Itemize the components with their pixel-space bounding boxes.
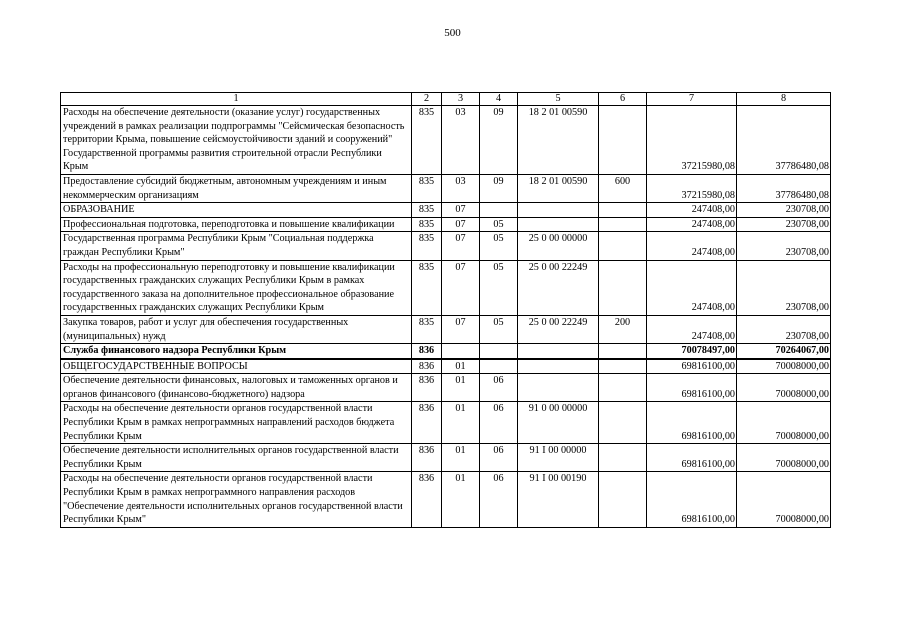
- row-amount-year2: 230708,00: [737, 232, 831, 260]
- row-admin-code: 835: [412, 217, 442, 232]
- row-expense-type-code: [599, 444, 647, 472]
- row-admin-code: 835: [412, 315, 442, 343]
- table-row: [61, 444, 831, 472]
- row-expense-type-code: [599, 232, 647, 260]
- column-header: 5: [518, 93, 599, 106]
- row-name: Служба финансового надзора Республики Крым: [61, 344, 412, 359]
- row-amount-year1: 37215980,08: [647, 174, 737, 202]
- row-amount-year1: 69816100,00: [647, 444, 737, 472]
- row-amount-year1: 69816100,00: [647, 359, 737, 374]
- row-section-code: 07: [442, 217, 480, 232]
- row-subsection-code: 09: [480, 174, 518, 202]
- row-amount-year2: 230708,00: [737, 315, 831, 343]
- row-subsection-code: 06: [480, 472, 518, 527]
- row-section-code: 07: [442, 203, 480, 218]
- row-target-code: [518, 217, 599, 232]
- row-admin-code: 836: [412, 359, 442, 374]
- row-section-code: 01: [442, 472, 480, 527]
- budget-table: [60, 92, 831, 528]
- row-admin-code: 836: [412, 472, 442, 527]
- row-expense-type-code: [599, 344, 647, 359]
- row-section-code: 07: [442, 315, 480, 343]
- row-name: Закупка товаров, работ и услуг для обеспечения государственных (муниципальных) нужд: [61, 315, 412, 343]
- table-header-row: [61, 93, 831, 106]
- row-expense-type-code: [599, 217, 647, 232]
- row-admin-code: 835: [412, 203, 442, 218]
- table-row: [61, 402, 831, 444]
- row-amount-year2: 37786480,08: [737, 174, 831, 202]
- row-target-code: 18 2 01 00590: [518, 106, 599, 175]
- row-amount-year1: 70078497,00: [647, 344, 737, 359]
- row-subsection-code: 06: [480, 374, 518, 402]
- column-header: 4: [480, 93, 518, 106]
- row-name: Профессиональная подготовка, переподготовка и повышение квалификации: [61, 217, 412, 232]
- table-row: [61, 472, 831, 527]
- row-name: Расходы на профессиональную переподготовку и повышение квалификации государственных гражданских служащих Республики Крым в рамках государственного заказа на дополнительное профессиональное образование государственных гражданских служащих Республики Крым: [61, 260, 412, 315]
- row-subsection-code: [480, 359, 518, 374]
- row-target-code: [518, 374, 599, 402]
- column-header: 6: [599, 93, 647, 106]
- row-target-code: [518, 203, 599, 218]
- row-amount-year2: 70264067,00: [737, 344, 831, 359]
- row-subsection-code: 05: [480, 260, 518, 315]
- row-expense-type-code: [599, 106, 647, 175]
- table-row: [61, 203, 831, 218]
- row-amount-year2: 230708,00: [737, 260, 831, 315]
- row-subsection-code: 06: [480, 444, 518, 472]
- row-admin-code: 836: [412, 374, 442, 402]
- row-target-code: 25 0 00 22249: [518, 260, 599, 315]
- row-subsection-code: 06: [480, 402, 518, 444]
- row-amount-year1: 69816100,00: [647, 472, 737, 527]
- column-header: 2: [412, 93, 442, 106]
- row-admin-code: 836: [412, 402, 442, 444]
- row-target-code: 18 2 01 00590: [518, 174, 599, 202]
- row-section-code: 01: [442, 359, 480, 374]
- row-section-code: [442, 344, 480, 359]
- row-amount-year1: 247408,00: [647, 232, 737, 260]
- row-name: Обеспечение деятельности финансовых, налоговых и таможенных органов и органов финансового (финансово-бюджетного) надзора: [61, 374, 412, 402]
- row-admin-code: 835: [412, 232, 442, 260]
- row-subsection-code: 05: [480, 315, 518, 343]
- row-name: Государственная программа Республики Крым "Социальная поддержка граждан Республики Крым": [61, 232, 412, 260]
- row-amount-year1: 37215980,08: [647, 106, 737, 175]
- row-amount-year1: 69816100,00: [647, 374, 737, 402]
- row-expense-type-code: [599, 260, 647, 315]
- row-subsection-code: 05: [480, 232, 518, 260]
- row-expense-type-code: 600: [599, 174, 647, 202]
- row-amount-year2: 70008000,00: [737, 359, 831, 374]
- row-amount-year1: 247408,00: [647, 217, 737, 232]
- table-row: [61, 106, 831, 175]
- row-amount-year2: 70008000,00: [737, 444, 831, 472]
- row-subsection-code: [480, 344, 518, 359]
- column-header: 3: [442, 93, 480, 106]
- row-admin-code: 835: [412, 174, 442, 202]
- row-amount-year1: 247408,00: [647, 203, 737, 218]
- row-expense-type-code: [599, 472, 647, 527]
- row-section-code: 03: [442, 106, 480, 175]
- table-row: [61, 260, 831, 315]
- column-header: 8: [737, 93, 831, 106]
- row-subsection-code: 05: [480, 217, 518, 232]
- table-row: [61, 359, 831, 374]
- row-section-code: 07: [442, 232, 480, 260]
- table-row: [61, 232, 831, 260]
- row-name: Расходы на обеспечение деятельности (оказание услуг) государственных учреждений в рамках реализации подпрограммы "Сейсмическая безопасность территории Крыма, повышение сейсмоустойчивости зданий и сооружений" Государственной программы развития строительной отрасли Республики Крым: [61, 106, 412, 175]
- column-header: 1: [61, 93, 412, 106]
- page-number: 500: [444, 27, 461, 39]
- row-amount-year1: 69816100,00: [647, 402, 737, 444]
- row-amount-year1: 247408,00: [647, 315, 737, 343]
- row-amount-year2: 70008000,00: [737, 374, 831, 402]
- row-section-code: 01: [442, 374, 480, 402]
- row-admin-code: 835: [412, 260, 442, 315]
- row-amount-year2: 230708,00: [737, 217, 831, 232]
- column-header: 7: [647, 93, 737, 106]
- row-name: Расходы на обеспечение деятельности органов государственной власти Республики Крым в рамках непрограммного направления расходов "Обеспечение деятельности исполнительных органов государственной власти Республики Крым": [61, 472, 412, 527]
- table-row: [61, 174, 831, 202]
- row-name: ОБЩЕГОСУДАРСТВЕННЫЕ ВОПРОСЫ: [61, 359, 412, 374]
- row-admin-code: 836: [412, 344, 442, 359]
- row-admin-code: 836: [412, 444, 442, 472]
- table-row: [61, 374, 831, 402]
- row-section-code: 07: [442, 260, 480, 315]
- row-target-code: [518, 344, 599, 359]
- row-expense-type-code: 200: [599, 315, 647, 343]
- row-target-code: 25 0 00 22249: [518, 315, 599, 343]
- row-section-code: 01: [442, 402, 480, 444]
- row-amount-year2: 70008000,00: [737, 472, 831, 527]
- row-name: Предоставление субсидий бюджетным, автономным учреждениям и иным некоммерческим организациям: [61, 174, 412, 202]
- row-section-code: 01: [442, 444, 480, 472]
- row-amount-year2: 70008000,00: [737, 402, 831, 444]
- table-row: [61, 217, 831, 232]
- row-expense-type-code: [599, 359, 647, 374]
- row-subsection-code: 09: [480, 106, 518, 175]
- row-target-code: 91 I 00 00000: [518, 444, 599, 472]
- row-target-code: [518, 359, 599, 374]
- row-subsection-code: [480, 203, 518, 218]
- table-row: [61, 344, 831, 359]
- row-amount-year2: 230708,00: [737, 203, 831, 218]
- row-expense-type-code: [599, 374, 647, 402]
- row-amount-year1: 247408,00: [647, 260, 737, 315]
- row-name: ОБРАЗОВАНИЕ: [61, 203, 412, 218]
- row-admin-code: 835: [412, 106, 442, 175]
- row-amount-year2: 37786480,08: [737, 106, 831, 175]
- row-target-code: 91 0 00 00000: [518, 402, 599, 444]
- row-section-code: 03: [442, 174, 480, 202]
- row-target-code: 25 0 00 00000: [518, 232, 599, 260]
- row-name: Обеспечение деятельности исполнительных органов государственной власти Республики Крым: [61, 444, 412, 472]
- table-row: [61, 315, 831, 343]
- row-target-code: 91 I 00 00190: [518, 472, 599, 527]
- row-expense-type-code: [599, 402, 647, 444]
- row-name: Расходы на обеспечение деятельности органов государственной власти Республики Крым в рамках непрограммных направлений расходов бюджета Республики Крым: [61, 402, 412, 444]
- row-expense-type-code: [599, 203, 647, 218]
